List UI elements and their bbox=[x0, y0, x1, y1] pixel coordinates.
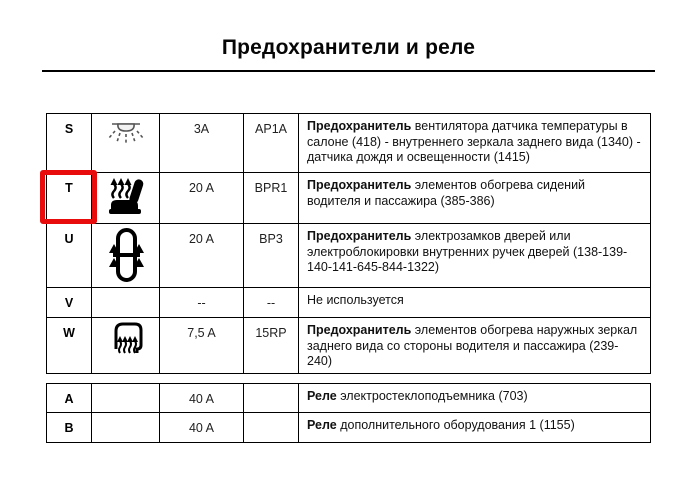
title-underline bbox=[42, 70, 655, 72]
relay-icon-cell-empty bbox=[92, 383, 160, 412]
relay-description bbox=[299, 383, 651, 412]
description-lead: Предохранитель bbox=[307, 178, 412, 192]
fuse-icon-cell bbox=[92, 173, 160, 224]
relay-amperage: 40 A bbox=[160, 383, 244, 412]
relay-table bbox=[46, 383, 651, 443]
table-row bbox=[47, 318, 651, 374]
description-lead: Реле bbox=[307, 388, 337, 403]
table-row bbox=[47, 224, 651, 288]
description-text: электрозамков дверей или электроблокировки внутренних ручек дверей (138-139-140-141-645-844-1322) bbox=[307, 229, 628, 274]
fuse-icon-cell bbox=[92, 114, 160, 173]
description-text: вентилятора датчика температуры в салоне (418) - внутреннего зеркала заднего вида (1340) - датчика дождя и освещенности (1415) bbox=[307, 119, 641, 164]
relay-description bbox=[299, 412, 651, 442]
fuse-amperage: 20 A bbox=[160, 224, 244, 288]
description-text: электростеклоподъемника (703) bbox=[340, 388, 528, 403]
fuse-code: 15RP bbox=[244, 318, 299, 374]
table-row bbox=[47, 412, 651, 442]
fuse-table bbox=[46, 113, 651, 374]
heated-mirror-icon bbox=[106, 321, 146, 355]
relay-amperage: 40 A bbox=[160, 412, 244, 442]
fuse-description bbox=[299, 224, 651, 288]
fuse-letter: S bbox=[47, 114, 92, 173]
fuse-letter: W bbox=[47, 318, 92, 374]
relay-code bbox=[244, 383, 299, 412]
fuse-amperage: 3A bbox=[160, 114, 244, 173]
fuse-description bbox=[299, 114, 651, 173]
description-lead: Предохранитель bbox=[307, 229, 412, 243]
fuse-icon-cell bbox=[92, 318, 160, 374]
fuse-description bbox=[299, 288, 651, 318]
description-text: элементов обогрева сидений водителя и пассажира (385-386) bbox=[307, 178, 586, 208]
description-text: дополнительного оборудования 1 (1155) bbox=[340, 417, 575, 432]
fuse-letter-highlighted: T bbox=[47, 173, 92, 224]
description-lead: Реле bbox=[307, 417, 337, 432]
description-lead: Предохранитель bbox=[307, 119, 412, 133]
fuse-description bbox=[299, 173, 651, 224]
fuse-icon-cell-empty bbox=[92, 288, 160, 318]
fuse-amperage: -- bbox=[160, 288, 244, 318]
description-text: Не используется bbox=[307, 293, 404, 307]
description-lead: Предохранитель bbox=[307, 323, 412, 337]
relay-icon-cell-empty bbox=[92, 412, 160, 442]
table-row bbox=[47, 114, 651, 173]
fuse-amperage: 7,5 A bbox=[160, 318, 244, 374]
fuse-code: BPR1 bbox=[244, 173, 299, 224]
fuse-relay-tables bbox=[0, 113, 697, 443]
fuse-letter: V bbox=[47, 288, 92, 318]
fuse-amperage: 20 A bbox=[160, 173, 244, 224]
fuse-code: -- bbox=[244, 288, 299, 318]
fuse-letter: U bbox=[47, 224, 92, 288]
table-row bbox=[47, 383, 651, 412]
interior-light-icon bbox=[105, 117, 147, 155]
fuse-description bbox=[299, 318, 651, 374]
relay-code bbox=[244, 412, 299, 442]
door-lock-icon bbox=[106, 227, 146, 284]
fuse-code: BP3 bbox=[244, 224, 299, 288]
relay-letter: A bbox=[47, 383, 92, 412]
relay-letter: B bbox=[47, 412, 92, 442]
table-row bbox=[47, 173, 651, 224]
heated-seat-icon bbox=[106, 176, 146, 218]
fuse-icon-cell bbox=[92, 224, 160, 288]
page-title: Предохранители и реле bbox=[221, 36, 476, 59]
description-text: элементов обогрева наружных зеркал заднего вида со стороны водителя и пассажира (239-240) bbox=[307, 323, 638, 368]
table-row bbox=[47, 288, 651, 318]
fuse-code: AP1A bbox=[244, 114, 299, 173]
